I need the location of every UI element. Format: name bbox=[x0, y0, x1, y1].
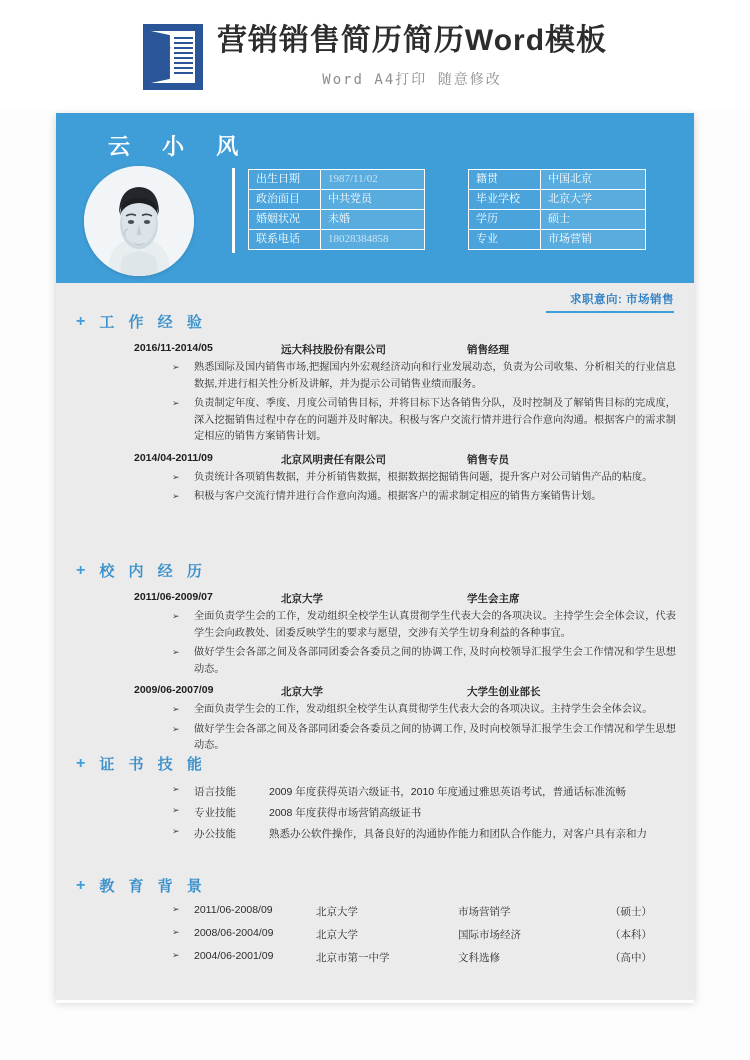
table-row bbox=[249, 190, 425, 210]
education-period: 2004/06-2001/09 bbox=[194, 950, 274, 962]
entry-period: 2009/06-2007/09 bbox=[134, 684, 214, 697]
info-value: 中共党员 bbox=[321, 190, 425, 210]
arrow-icon: ➢ bbox=[172, 704, 180, 715]
word-icon-letter: W bbox=[151, 44, 171, 65]
section-heading bbox=[56, 311, 694, 332]
arrow-icon: ➢ bbox=[172, 398, 180, 409]
table-row bbox=[469, 190, 646, 210]
resume-header-banner bbox=[56, 113, 694, 283]
table-row bbox=[249, 230, 425, 250]
work-entry-header bbox=[134, 342, 694, 357]
education-degree: （硕士） bbox=[610, 906, 652, 918]
section-certificates-skills bbox=[56, 753, 694, 841]
bullet-text: 负责统计各项销售数据，并分析销售数据，根据数据挖掘销售问题，提升客户对公司销售产品的粘度。 bbox=[194, 471, 653, 483]
table-row bbox=[469, 210, 646, 230]
plus-icon: + bbox=[76, 876, 86, 894]
page-subtitle: Word A4打印 随意修改 bbox=[322, 71, 502, 88]
arrow-icon: ➢ bbox=[172, 826, 180, 836]
section-campus-experience bbox=[56, 560, 694, 755]
work-entry-header bbox=[134, 452, 694, 467]
info-key: 政治面目 bbox=[249, 190, 321, 210]
table-row bbox=[249, 170, 425, 190]
bullet-text: 负责制定年度、季度、月度公司销售目标，并将目标下达各销售分队，及时控制及了解销售目标的完成度，深入挖掘销售过程中存在的问题并及时解决。积极与客户交流行情并进行合作意向沟通。根据客户的需求制定相应的销售方案销售计划。 bbox=[194, 398, 676, 443]
entry-role: 销售经理 bbox=[467, 344, 509, 356]
campus-entry-header bbox=[134, 684, 694, 699]
candidate-name: 云 小 风 bbox=[108, 134, 252, 159]
arrow-icon: ➢ bbox=[172, 927, 180, 937]
section-work-experience bbox=[56, 311, 694, 506]
bullet-text: 做好学生会各部之间及各部同团委会各委员之间的协调工作, 及时向校领导汇报学生会工作情况和学生思想动态。 bbox=[194, 647, 676, 675]
skill-value: 熟悉办公软件操作，具备良好的沟通协作能力和团队合作能力，对客户具有亲和力 bbox=[269, 828, 647, 840]
header-divider bbox=[232, 168, 235, 253]
bullet-text: 全面负责学生会的工作，发动组织全校学生认真贯彻学生代表大会的各项决议。主持学生会全体会议。 bbox=[194, 704, 653, 716]
skill-label: 专业技能 bbox=[194, 807, 236, 819]
info-value: 北京大学 bbox=[541, 190, 646, 210]
entry-org: 北京大学 bbox=[281, 593, 323, 605]
list-item bbox=[172, 360, 694, 393]
arrow-icon: ➢ bbox=[172, 784, 180, 794]
section-title: 教 育 背 景 bbox=[99, 878, 207, 895]
arrow-icon: ➢ bbox=[172, 491, 180, 502]
campus-entry-header bbox=[134, 591, 694, 606]
job-objective bbox=[546, 291, 674, 313]
info-value: 18028384858 bbox=[321, 230, 425, 250]
section-heading bbox=[56, 875, 694, 896]
skill-value: 2008 年度获得市场营销高级证书 bbox=[269, 807, 422, 819]
info-key: 籍贯 bbox=[469, 170, 541, 190]
list-item bbox=[172, 722, 694, 755]
education-major: 市场营销学 bbox=[458, 906, 511, 918]
section-heading bbox=[56, 560, 694, 581]
entry-org: 北京大学 bbox=[281, 686, 323, 699]
info-key: 学历 bbox=[469, 210, 541, 230]
info-value: 硕士 bbox=[541, 210, 646, 230]
section-education-background bbox=[56, 875, 694, 965]
skill-label: 办公技能 bbox=[194, 828, 236, 840]
section-title: 校 内 经 历 bbox=[99, 563, 207, 580]
arrow-icon: ➢ bbox=[172, 950, 180, 960]
word-document-icon bbox=[143, 24, 203, 90]
work-bullets bbox=[56, 360, 694, 446]
entry-role: 大学生创业部长 bbox=[467, 686, 541, 699]
word-icon-lines bbox=[174, 37, 193, 78]
entry-org: 北京风明责任有限公司 bbox=[281, 453, 386, 466]
skill-row bbox=[172, 826, 694, 841]
campus-bullets bbox=[56, 609, 694, 678]
info-key: 出生日期 bbox=[249, 170, 321, 190]
template-preview-header bbox=[0, 0, 750, 110]
page-title: 营销销售简历简历Word模板 bbox=[216, 24, 608, 57]
entry-period: 2011/06-2009/07 bbox=[134, 591, 213, 603]
education-school: 北京市第一中学 bbox=[316, 952, 390, 964]
skill-label: 语言技能 bbox=[194, 786, 236, 798]
personal-info-table-left bbox=[248, 169, 425, 250]
plus-icon: + bbox=[76, 561, 86, 579]
info-value: 中国北京 bbox=[541, 170, 646, 190]
bullet-text: 做好学生会各部之间及各部同团委会各委员之间的协调工作, 及时向校领导汇报学生会工作情况和学生思想动态。 bbox=[194, 723, 676, 752]
education-row bbox=[172, 950, 694, 965]
avatar bbox=[84, 166, 194, 276]
education-school: 北京大学 bbox=[316, 929, 358, 941]
info-key: 联系电话 bbox=[249, 230, 321, 250]
portrait-photo bbox=[84, 166, 194, 276]
entry-period: 2016/11-2014/05 bbox=[134, 342, 213, 354]
campus-bullets bbox=[56, 702, 694, 755]
arrow-icon: ➢ bbox=[172, 904, 180, 914]
arrow-icon: ➢ bbox=[172, 471, 180, 482]
education-period: 2011/06-2008/09 bbox=[194, 904, 273, 916]
education-major: 国际市场经济 bbox=[458, 929, 521, 941]
table-row bbox=[469, 170, 646, 190]
skill-row bbox=[172, 784, 694, 799]
info-value: 市场营销 bbox=[541, 230, 646, 250]
work-bullets bbox=[56, 470, 694, 506]
list-item bbox=[172, 702, 694, 719]
list-item bbox=[172, 396, 694, 446]
education-school: 北京大学 bbox=[316, 906, 358, 918]
entry-org: 远大科技股份有限公司 bbox=[281, 344, 386, 356]
info-key: 毕业学校 bbox=[469, 190, 541, 210]
arrow-icon: ➢ bbox=[172, 362, 180, 372]
education-degree: （高中） bbox=[610, 952, 652, 964]
resume-page bbox=[56, 113, 694, 1000]
list-item bbox=[172, 489, 694, 506]
skill-value: 2009 年度获得英语六级证书，2010 年度通过雅思英语考试，普通话标准流畅 bbox=[269, 786, 627, 798]
bullet-text: 熟悉国际及国内销售市场,把握国内外宏观经济动向和行业发展动态，负责为公司收集、分析相关的行业信息数据,并进行相关性分析及讲解，并为提示公司销售业绩而服务。 bbox=[194, 362, 676, 390]
education-period: 2008/06-2004/09 bbox=[194, 927, 274, 939]
entry-role: 学生会主席 bbox=[467, 593, 520, 605]
entry-role: 销售专员 bbox=[467, 453, 509, 466]
job-objective-label: 求职意向: 市场销售 bbox=[569, 294, 674, 306]
info-value: 未婚 bbox=[321, 210, 425, 230]
plus-icon: + bbox=[76, 312, 86, 330]
education-row bbox=[172, 927, 694, 942]
list-item bbox=[172, 470, 694, 487]
bullet-text: 全面负责学生会的工作，发动组织全校学生认真贯彻学生代表大会的各项决议。主持学生会全体会议，代表学生会向政教处、团委反映学生的要求与愿望，交涉有关学生切身利益的各种事宜。 bbox=[194, 611, 676, 639]
table-row bbox=[249, 210, 425, 230]
plus-icon: + bbox=[76, 754, 86, 772]
entry-period: 2014/04-2011/09 bbox=[134, 451, 213, 464]
section-title: 工 作 经 验 bbox=[99, 314, 207, 331]
skill-row bbox=[172, 805, 694, 820]
bullet-text: 积极与客户交流行情并进行合作意向沟通。根据客户的需求制定相应的销售方案销售计划。 bbox=[194, 491, 602, 503]
arrow-icon: ➢ bbox=[172, 723, 180, 734]
table-row bbox=[469, 230, 646, 250]
personal-info-table-right bbox=[468, 169, 646, 250]
list-item bbox=[172, 645, 694, 678]
info-key: 专业 bbox=[469, 230, 541, 250]
education-major: 文科选修 bbox=[458, 952, 500, 964]
info-key: 婚姻状况 bbox=[249, 210, 321, 230]
list-item bbox=[172, 609, 694, 642]
education-row bbox=[172, 904, 694, 919]
arrow-icon: ➢ bbox=[172, 611, 180, 621]
education-degree: （本科） bbox=[610, 929, 652, 941]
section-heading bbox=[56, 753, 694, 774]
info-value: 1987/11/02 bbox=[321, 170, 425, 190]
section-title: 证 书 技 能 bbox=[99, 756, 207, 773]
arrow-icon: ➢ bbox=[172, 647, 180, 658]
arrow-icon: ➢ bbox=[172, 805, 180, 815]
